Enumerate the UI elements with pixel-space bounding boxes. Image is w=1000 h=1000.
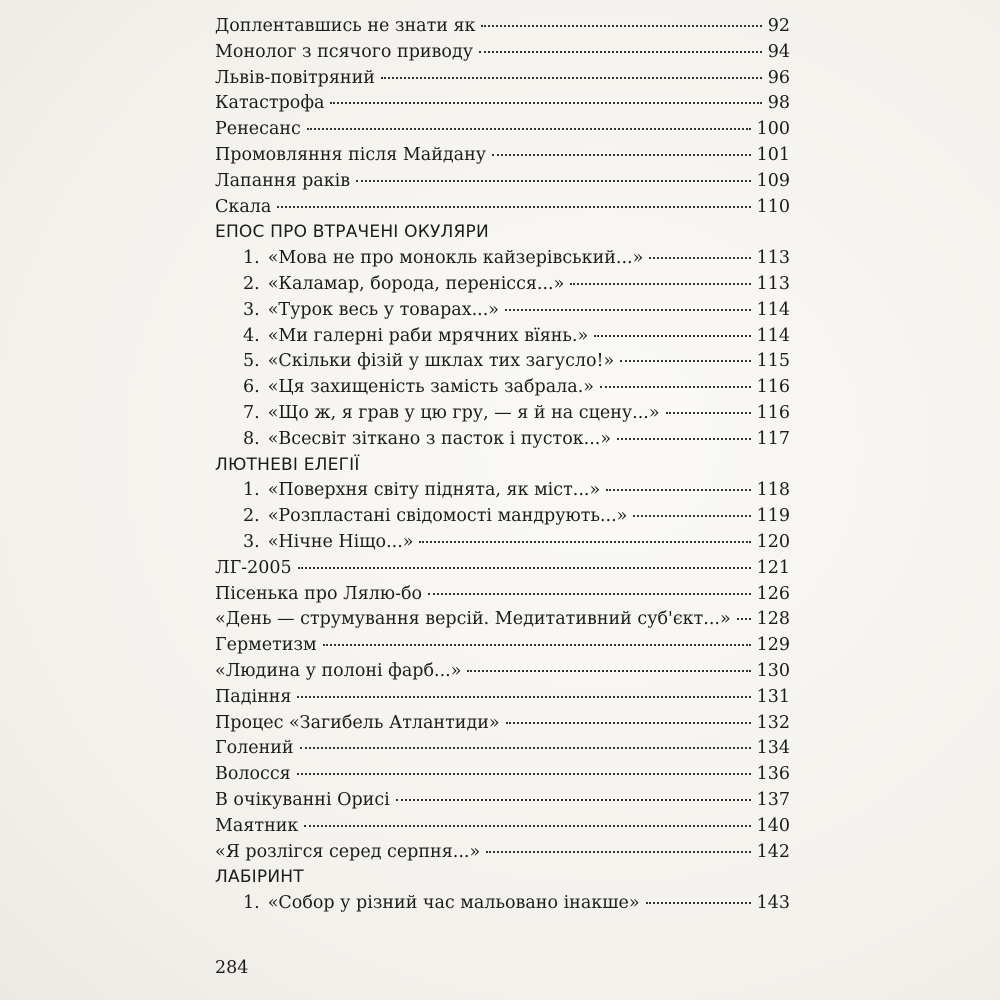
toc-leader-dots	[307, 128, 751, 130]
toc-entry-title: «Ми галерні раби мрячних вїянь.»	[267, 325, 589, 346]
toc-entry-page: 142	[756, 841, 790, 862]
toc-entry-page: 143	[756, 893, 790, 914]
toc-entry-title: «Мова не про монокль кайзерівський...»	[267, 248, 644, 269]
toc-entry-page: 120	[756, 531, 790, 552]
toc-entry-title: «Поверхня світу піднята, як міст...»	[267, 480, 601, 501]
toc-entry-page: 109	[756, 170, 790, 191]
toc-entry-number: 1.	[243, 248, 260, 269]
toc-leader-dots	[300, 747, 751, 749]
toc-entry-number: 2.	[243, 273, 260, 294]
toc-entry-title: «Ця захищеність замість забрала.»	[267, 377, 594, 398]
toc-entry-title: Герметизм	[215, 635, 317, 656]
toc-entry	[215, 375, 790, 401]
toc-entry-title: Маятник	[215, 815, 299, 836]
toc-leader-dots	[617, 438, 751, 440]
toc-entry-page: 113	[756, 248, 790, 269]
toc-entry	[215, 736, 790, 762]
toc-entry-page: 114	[756, 325, 790, 346]
toc-entry-title: Катастрофа	[215, 93, 325, 114]
toc-leader-dots	[486, 851, 750, 853]
toc-entry-page: 121	[756, 557, 790, 578]
toc-section-heading	[215, 865, 790, 891]
toc-entry	[215, 711, 790, 737]
toc-leader-dots	[633, 515, 750, 517]
toc-leader-dots	[606, 489, 750, 491]
toc-leader-dots	[492, 154, 751, 156]
toc-entry-title: «Скільки фізій у шклах тих загусло!»	[267, 351, 615, 372]
toc-entry-title: Волосся	[215, 764, 291, 785]
toc-entry-page: 119	[756, 506, 790, 527]
toc-entry-title: Скала	[215, 196, 272, 217]
toc-entry-title: «Всесвіт зіткано з пасток і пусток...»	[267, 428, 612, 449]
toc-entry-number: 5.	[243, 351, 260, 372]
toc-entry	[215, 607, 790, 633]
toc-leader-dots	[297, 773, 751, 775]
toc-entry-page: 92	[767, 16, 790, 36]
toc-entry-title: «Розпластані свідомості мандрують...»	[267, 506, 628, 527]
toc-entry	[215, 762, 790, 788]
toc-entry-title: Промовляння після Майдану	[215, 144, 487, 165]
toc-entry-page: 137	[756, 789, 790, 810]
toc-leader-dots	[298, 567, 751, 569]
toc-entry-page: 128	[756, 609, 790, 630]
toc-entry-title: «Собор у різний час мальовано інакше»	[267, 893, 640, 914]
toc-entry-page: 116	[756, 402, 790, 423]
toc-entry-page: 118	[756, 480, 790, 501]
toc-leader-dots	[304, 825, 750, 827]
toc-entry-page: 140	[756, 815, 790, 836]
toc-entry-number: 4.	[243, 325, 260, 346]
toc-leader-dots	[428, 593, 751, 595]
toc-entry	[215, 246, 790, 272]
toc-leader-dots	[396, 799, 751, 801]
toc-entry-title: «Нічне Ніщо...»	[267, 531, 414, 552]
toc-entry	[215, 814, 790, 840]
toc-leader-dots	[646, 902, 751, 904]
toc-entry-title: «Турок весь у товарах...»	[267, 299, 499, 320]
toc-entry-number: 2.	[243, 506, 260, 527]
toc-entry-page: 131	[756, 686, 790, 707]
toc-entry-number: 3.	[243, 531, 260, 552]
toc-entry-title: Лапання раків	[215, 170, 351, 191]
toc-entry	[215, 582, 790, 608]
toc-entry-page: 116	[756, 377, 790, 398]
toc-entry	[215, 169, 790, 195]
toc-entry-page: 114	[756, 299, 790, 320]
toc-entry-page: 98	[767, 93, 790, 114]
toc-leader-dots	[506, 722, 751, 724]
toc-entry-title: Пісенька про Лялю-бо	[215, 583, 423, 604]
toc-entry-page: 130	[756, 660, 790, 681]
toc-entry	[215, 14, 790, 40]
toc-leader-dots	[419, 541, 750, 543]
toc-leader-dots	[330, 102, 761, 104]
toc-entry-title: «Що ж, я грав у цю гру, — я й на сцену...»	[267, 402, 660, 423]
toc-entry-title: Процес «Загибель Атлантиди»	[215, 712, 500, 733]
toc-entry	[215, 685, 790, 711]
toc-entry	[215, 659, 790, 685]
toc-entry	[215, 298, 790, 324]
toc-entry	[215, 401, 790, 427]
toc-entry	[215, 324, 790, 350]
toc-entry-page: 129	[756, 635, 790, 656]
toc-entry	[215, 478, 790, 504]
toc-leader-dots	[594, 335, 750, 337]
toc-entry-number: 7.	[243, 402, 260, 423]
toc-entry-title: Голений	[215, 738, 294, 759]
toc-entry-number: 1.	[243, 480, 260, 501]
toc-entry-page: 126	[756, 583, 790, 604]
toc-leader-dots	[297, 696, 750, 698]
toc-heading-title: ЕПОС ПРО ВТРАЧЕНІ ОКУЛЯРИ	[215, 222, 489, 243]
toc-section-heading	[215, 220, 790, 246]
toc-entry-page: 115	[756, 351, 790, 372]
toc-entry-page: 101	[756, 144, 790, 165]
toc-entry-title: Монолог з псячого приводу	[215, 41, 474, 62]
toc-entry-page: 110	[756, 196, 790, 217]
toc-entry	[215, 272, 790, 298]
toc-leader-dots	[620, 360, 750, 362]
toc-heading-title: ЛЮТНЕВІ ЕЛЕГІЇ	[215, 454, 360, 475]
toc-entry-page: 117	[756, 428, 790, 449]
toc-entry-title: «Я розлігся серед серпня...»	[215, 841, 481, 862]
toc-entry	[215, 556, 790, 582]
toc-leader-dots	[277, 206, 750, 208]
toc-leader-dots	[600, 386, 751, 388]
toc-entry-title: «Людина у полоні фарб...»	[215, 660, 462, 681]
toc-entry-page: 100	[756, 119, 790, 140]
toc-entry	[215, 427, 790, 453]
toc-entry	[215, 40, 790, 66]
toc-leader-dots	[381, 77, 762, 79]
toc-entry	[215, 530, 790, 556]
toc-leader-dots	[323, 644, 751, 646]
toc-entry-page: 136	[756, 764, 790, 785]
toc-heading-title: ЛАБІРИНТ	[215, 867, 304, 888]
toc-entry-number: 1.	[243, 893, 260, 914]
page-number: 284	[215, 958, 249, 978]
toc-entry	[215, 195, 790, 221]
toc-leader-dots	[649, 257, 750, 259]
toc-entry	[215, 504, 790, 530]
toc-entry	[215, 788, 790, 814]
toc-entry	[215, 143, 790, 169]
toc-leader-dots	[356, 180, 751, 182]
toc-entry	[215, 117, 790, 143]
toc-entry-title: «Каламар, борода, перенісся...»	[267, 273, 565, 294]
toc-leader-dots	[737, 618, 751, 620]
toc-entry	[215, 91, 790, 117]
toc-entry-page: 94	[767, 41, 790, 62]
toc-entry-page: 96	[767, 67, 790, 88]
toc-leader-dots	[666, 412, 751, 414]
toc-entry-title: Падіння	[215, 686, 292, 707]
toc-entry-page: 134	[756, 738, 790, 759]
toc-entry-title: В очікуванні Орисі	[215, 789, 390, 810]
toc-entry-title: Доплентавшись не знати як	[215, 16, 476, 36]
toc-entry-page: 132	[756, 712, 790, 733]
toc-entry-title: Ренесанс	[215, 119, 301, 140]
toc-entry-page: 113	[756, 273, 790, 294]
toc-entry	[215, 349, 790, 375]
toc-leader-dots	[479, 51, 762, 53]
table-of-contents	[215, 14, 790, 917]
toc-entry	[215, 66, 790, 92]
toc-entry-number: 6.	[243, 377, 260, 398]
toc-entry-number: 3.	[243, 299, 260, 320]
toc-entry	[215, 891, 790, 917]
toc-leader-dots	[570, 283, 750, 285]
toc-entry-title: «День — струмування версій. Медитативний суб'єкт...»	[215, 609, 731, 630]
toc-entry-title: ЛГ-2005	[215, 557, 292, 578]
toc-entry-number: 8.	[243, 428, 260, 449]
toc-entry	[215, 840, 790, 866]
toc-leader-dots	[481, 25, 761, 27]
toc-entry-title: Львів-повітряний	[215, 67, 375, 88]
toc-section-heading	[215, 453, 790, 479]
toc-entry	[215, 633, 790, 659]
toc-leader-dots	[467, 670, 750, 672]
toc-leader-dots	[505, 309, 751, 311]
